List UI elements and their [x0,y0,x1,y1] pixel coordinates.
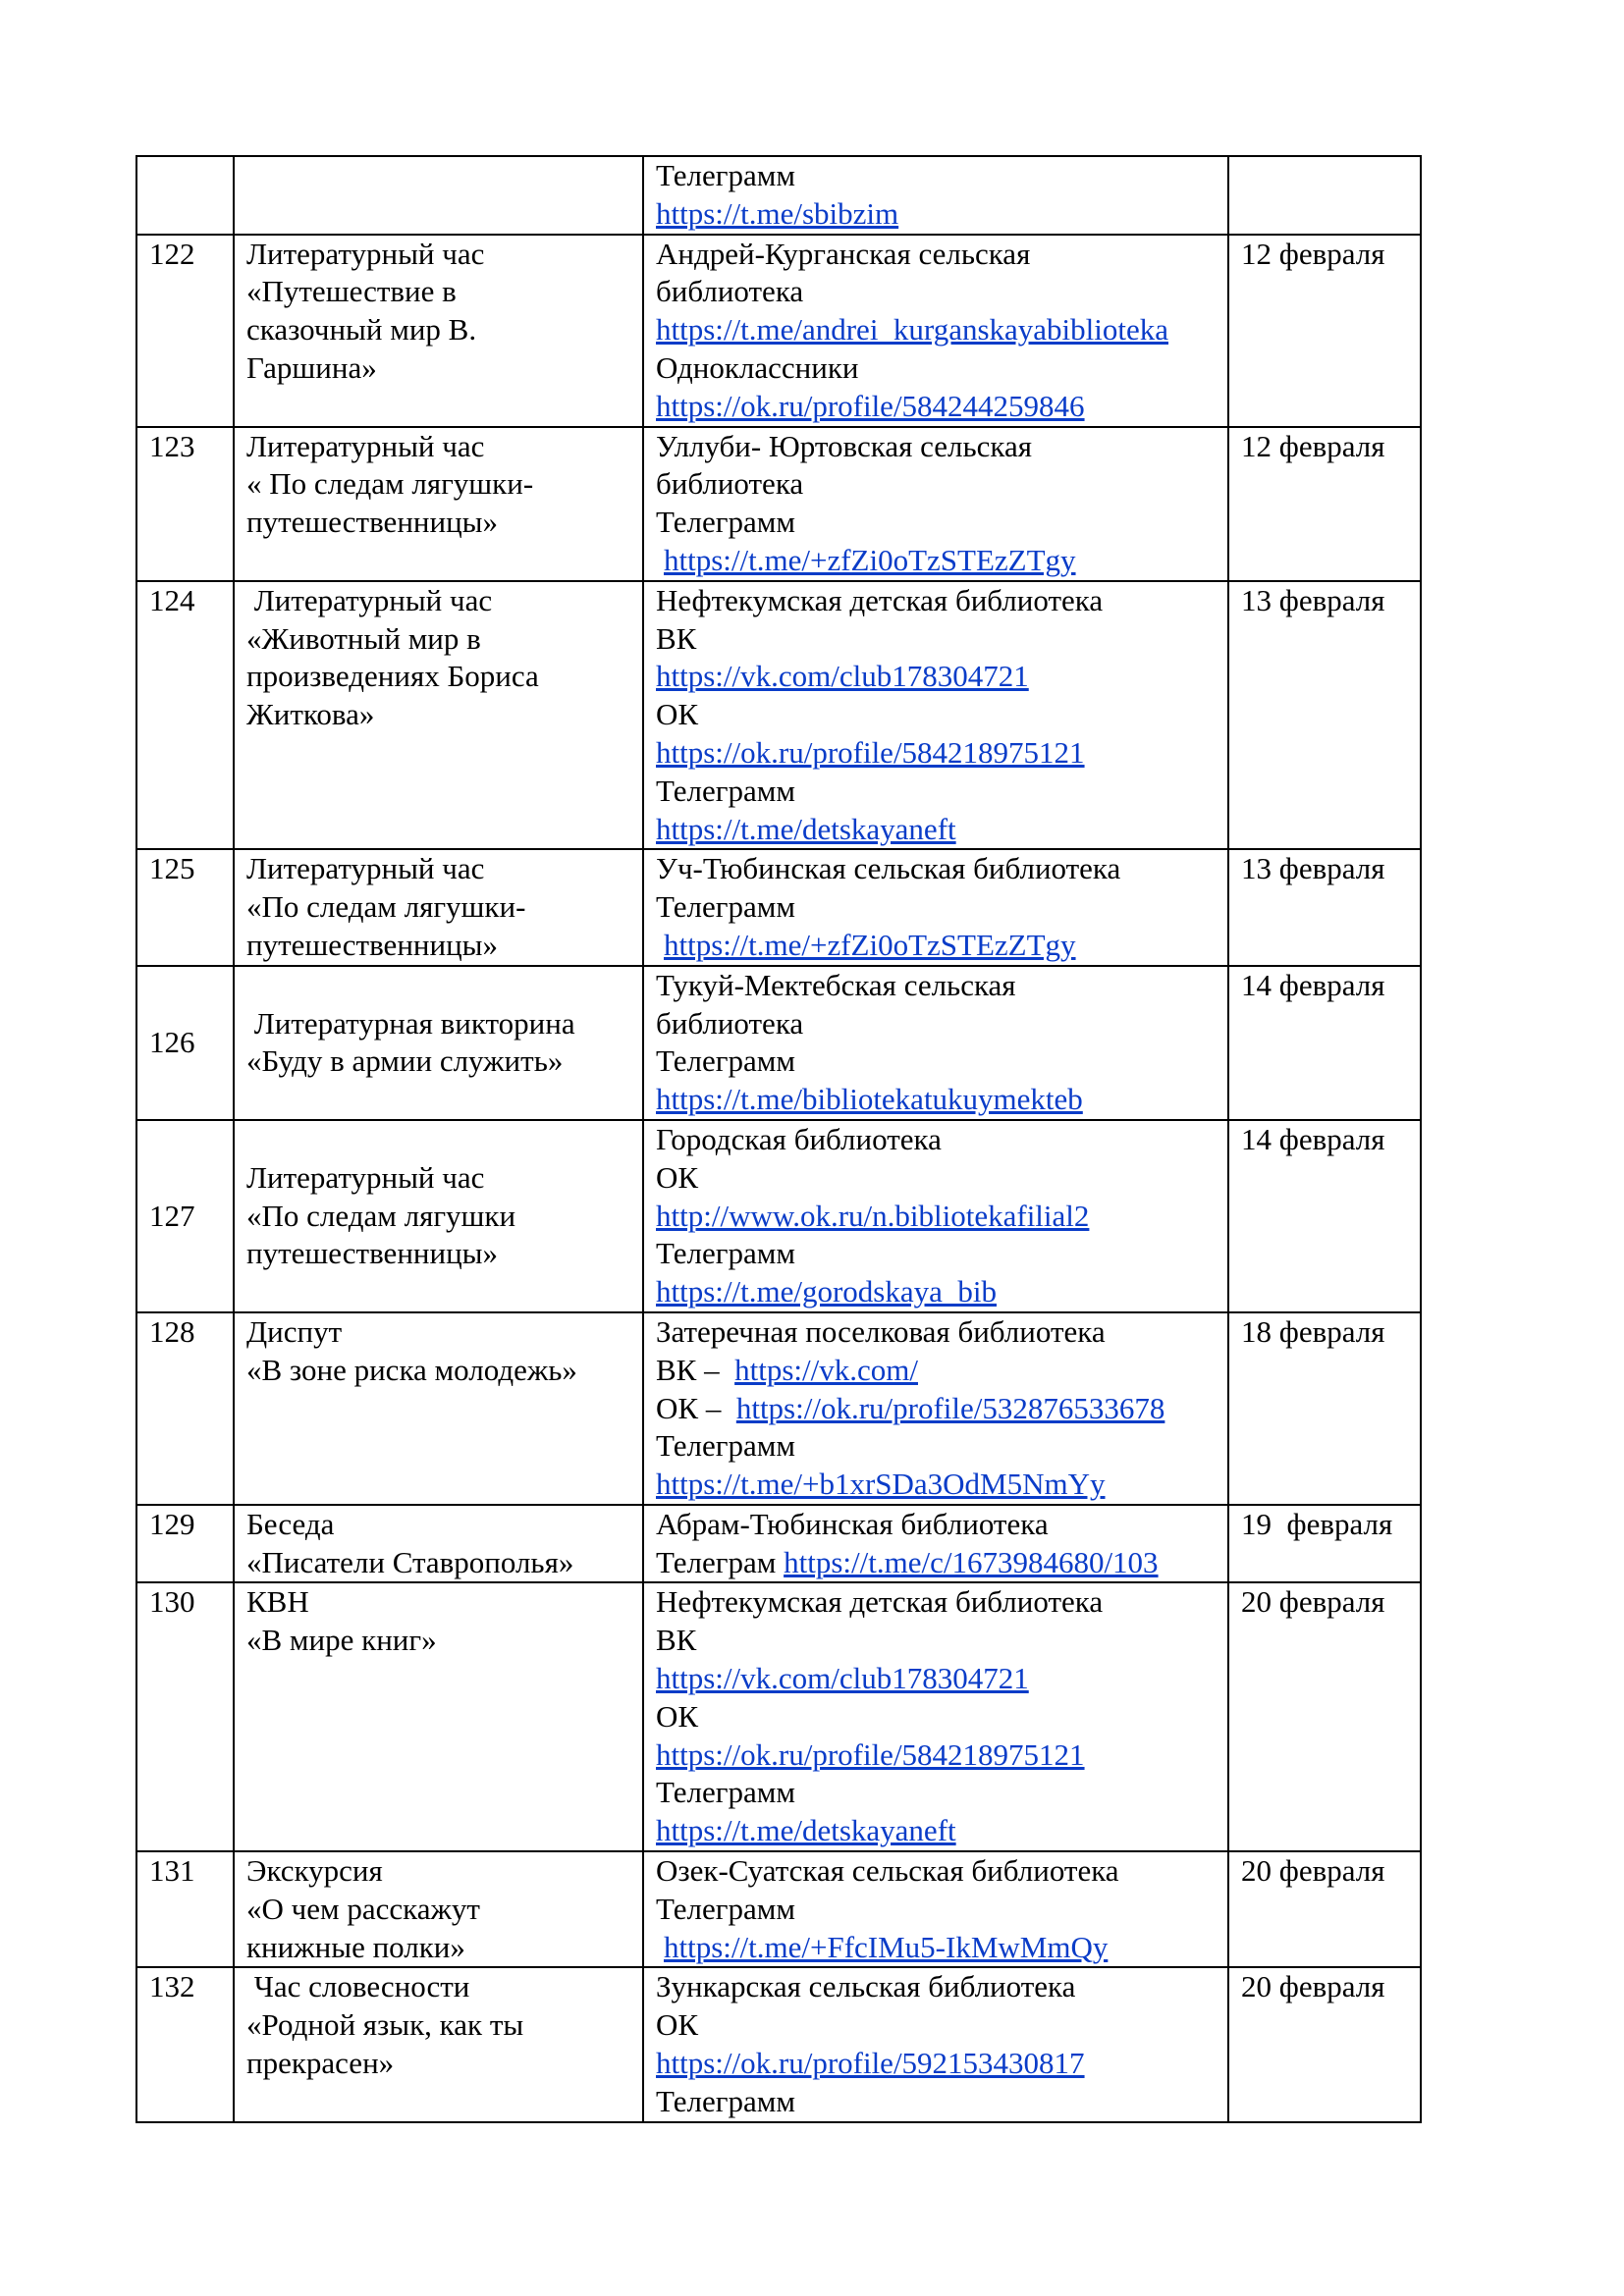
venue-link-line [656,311,1216,349]
social-link[interactable]: https://ok.ru/profile/532876533678 [735,1390,1165,1425]
event-title-cell [234,966,643,1120]
venue-text: ОК [656,697,699,732]
event-title-line: Литературный час [246,236,485,271]
social-link[interactable]: https://vk.com/ [734,1352,918,1387]
venue-link-line [656,1812,1216,1850]
social-link[interactable]: https://t.me/sbibzim [656,195,899,231]
event-title-cell [234,235,643,427]
event-title-line: Экскурсия [246,1853,383,1889]
event-title-cell [234,1851,643,1967]
event-title-line: Беседа [246,1506,335,1541]
table-row [136,427,1421,581]
venue-link-line [656,1081,1216,1119]
venue-link-line [656,734,1216,773]
event-date: 13 февраля [1228,849,1421,965]
event-date: 14 февраля [1228,966,1421,1120]
table-row [136,1120,1421,1312]
venue-cell [643,156,1228,235]
event-title-line: «Животный мир в [246,620,481,656]
table-row [136,1312,1421,1505]
venue-text: Телеграмм [656,158,795,192]
table-row [136,966,1421,1120]
link-prefix-label: Телеграм [656,1544,785,1579]
event-title-line: путешественницы» [246,927,499,962]
row-number: 123 [136,427,234,581]
event-title-line: Диспут [246,1313,343,1349]
venue-text: библиотека [656,466,804,502]
event-title-line: « По следам лягушки- [246,466,534,502]
event-date: 20 февраля [1228,1582,1421,1851]
event-title-line: «О чем расскажут [246,1891,480,1926]
row-number: 131 [136,1851,234,1967]
venue-text: ВК [656,620,697,656]
venue-text: библиотека [656,1005,804,1041]
event-title-line: «По следам лягушки- [246,889,526,925]
social-link[interactable]: https://t.me/+FfcIMu5-IkMwMmQy [664,1929,1109,1964]
social-link[interactable]: https://ok.ru/profile/584218975121 [656,734,1085,770]
event-title-line: Житкова» [246,697,375,732]
event-date: 12 февраля [1228,235,1421,427]
venue-link-line [656,658,1216,696]
venue-text: Телеграмм [656,1428,795,1464]
venue-text: ОК [656,1159,699,1195]
row-number: 124 [136,581,234,850]
venue-link-line [656,927,1216,965]
event-title-line: прекрасен» [246,2046,395,2081]
venue-link-line [656,1352,1216,1390]
link-prefix-label: ОК – [656,1390,736,1425]
venue-link-line [656,1390,1216,1428]
events-table [135,155,1422,2123]
social-link[interactable]: https://ok.ru/profile/584244259846 [656,388,1085,423]
social-link[interactable]: https://vk.com/club178304721 [656,1661,1029,1696]
event-title-line: «В мире книг» [246,1623,437,1658]
event-title-line: книжные полки» [246,1929,465,1964]
event-title-line: «Писатели Ставрополья» [246,1544,574,1579]
table-row [136,156,1421,235]
social-link[interactable]: https://t.me/gorodskaya_bib [656,1274,997,1309]
event-date: 13 февраля [1228,581,1421,850]
event-title-line: Литературная викторина [246,1005,575,1041]
event-title-cell [234,1120,643,1312]
social-link[interactable]: https://t.me/+zfZi0oTzSTEzZTgy [664,542,1076,577]
event-title-line: Литературный час [246,1159,485,1195]
event-title-line: Литературный час [246,428,485,463]
event-title-line: «Буду в армии служить» [246,1043,564,1079]
table-row [136,235,1421,427]
venue-link-line [656,1660,1216,1698]
social-link[interactable]: https://t.me/bibliotekatukuymekteb [656,1082,1083,1117]
event-date: 14 февраля [1228,1120,1421,1312]
venue-text: Нефтекумская детская библиотека [656,1584,1104,1620]
event-title-cell [234,427,643,581]
event-title-line: «По следам лягушки [246,1198,516,1233]
social-link[interactable]: https://t.me/detskayaneft [656,1813,956,1848]
event-title-line: «Родной язык, как ты [246,2007,524,2043]
venue-link-line [656,1466,1216,1504]
venue-text: Телеграмм [656,889,795,925]
events-table-body [136,156,1421,2122]
event-title-cell [234,1967,643,2121]
venue-cell [643,427,1228,581]
venue-link-line [656,388,1216,426]
document-page [135,155,1420,2123]
venue-text: Тукуй-Мектебская сельская [656,967,1016,1002]
event-title-line: «Путешествие в [246,274,457,309]
venue-cell [643,235,1228,427]
venue-text: Затеречная поселковая библиотека [656,1313,1106,1349]
event-date: 20 февраля [1228,1967,1421,2121]
table-row [136,1851,1421,1967]
venue-cell [643,1312,1228,1505]
event-title-line: Час словесности [246,1969,470,2004]
venue-text: Уч-Тюбинская сельская библиотека [656,851,1121,886]
table-row [136,1967,1421,2121]
venue-link-line [656,811,1216,849]
event-title-line: КВН [246,1584,309,1620]
event-title-line: путешественницы» [246,505,499,540]
link-prefix-label: ВК – [656,1352,735,1387]
venue-cell [643,966,1228,1120]
venue-text: Уллуби- Юртовская сельская [656,428,1032,463]
event-date [1228,156,1421,235]
venue-text: Телеграмм [656,773,795,808]
event-title-line: «В зоне риска молодежь» [246,1352,577,1387]
venue-link-line [656,542,1216,580]
venue-cell [643,1582,1228,1851]
venue-link-line [656,1736,1216,1775]
social-link[interactable]: https://t.me/c/1673984680/103 [784,1544,1159,1579]
venue-text: ВК [656,1623,697,1658]
event-title-line: путешественницы» [246,1236,499,1271]
event-title-line: Гаршина» [246,349,377,385]
venue-text: Андрей-Курганская сельская [656,236,1031,271]
table-row [136,581,1421,850]
row-number [136,156,234,235]
event-title-cell [234,1582,643,1851]
row-number: 125 [136,849,234,965]
venue-link-line [656,2045,1216,2083]
venue-link-line [656,1544,1216,1582]
row-number: 129 [136,1505,234,1583]
venue-link-line [656,1929,1216,1967]
row-number: 122 [136,235,234,427]
venue-text: Зункарская сельская библиотека [656,1969,1076,2004]
venue-cell [643,1851,1228,1967]
venue-text: библиотека [656,274,804,309]
venue-text: ОК [656,1698,699,1734]
table-row [136,1505,1421,1583]
venue-text: Озек-Суатская сельская библиотека [656,1853,1119,1889]
venue-text: Телеграмм [656,1043,795,1079]
event-title-line: сказочный мир В. [246,312,477,347]
venue-link-line [656,1198,1216,1236]
social-link[interactable]: https://vk.com/club178304721 [656,659,1029,694]
row-number: 127 [136,1120,234,1312]
venue-link-line [656,195,1216,234]
row-number: 132 [136,1967,234,2121]
event-date: 20 февраля [1228,1851,1421,1967]
social-link[interactable]: http://www.ok.ru/n.bibliotekafilial2 [656,1198,1090,1233]
event-date: 19 февраля [1228,1505,1421,1583]
venue-text: Телеграмм [656,2083,795,2118]
social-link[interactable]: https://t.me/andrei_kurganskayabiblioteka [656,312,1169,347]
venue-text: Телеграмм [656,1891,795,1926]
event-title-line: Литературный час [246,582,493,617]
venue-text: Одноклассники [656,349,859,385]
event-title-cell [234,1312,643,1505]
social-link[interactable]: https://ok.ru/profile/592153430817 [656,2046,1085,2081]
social-link[interactable]: https://ok.ru/profile/584218975121 [656,1736,1085,1772]
event-title-cell [234,1505,643,1583]
venue-cell [643,1505,1228,1583]
row-number: 130 [136,1582,234,1851]
venue-cell [643,581,1228,850]
event-date: 12 февраля [1228,427,1421,581]
venue-text: Телеграмм [656,1775,795,1810]
venue-text: Абрам-Тюбинская библиотека [656,1506,1049,1541]
venue-text: Городская библиотека [656,1121,942,1156]
venue-text: Нефтекумская детская библиотека [656,582,1104,617]
venue-text: Телеграмм [656,1236,795,1271]
event-title-line: произведениях Бориса [246,659,539,694]
event-title-line: Литературный час [246,851,485,886]
event-title-cell [234,849,643,965]
social-link[interactable]: https://t.me/detskayaneft [656,811,956,846]
table-row [136,849,1421,965]
event-date: 18 февраля [1228,1312,1421,1505]
venue-link-line [656,1273,1216,1311]
event-title-cell [234,156,643,235]
row-number: 126 [136,966,234,1120]
venue-cell [643,1967,1228,2121]
venue-cell [643,849,1228,965]
venue-text: ОК [656,2007,699,2043]
venue-cell [643,1120,1228,1312]
event-title-cell [234,581,643,850]
table-row [136,1582,1421,1851]
venue-text: Телеграмм [656,505,795,540]
row-number: 128 [136,1312,234,1505]
social-link[interactable]: https://t.me/+zfZi0oTzSTEzZTgy [664,927,1076,962]
social-link[interactable]: https://t.me/+b1xrSDa3OdM5NmYy [656,1467,1106,1502]
